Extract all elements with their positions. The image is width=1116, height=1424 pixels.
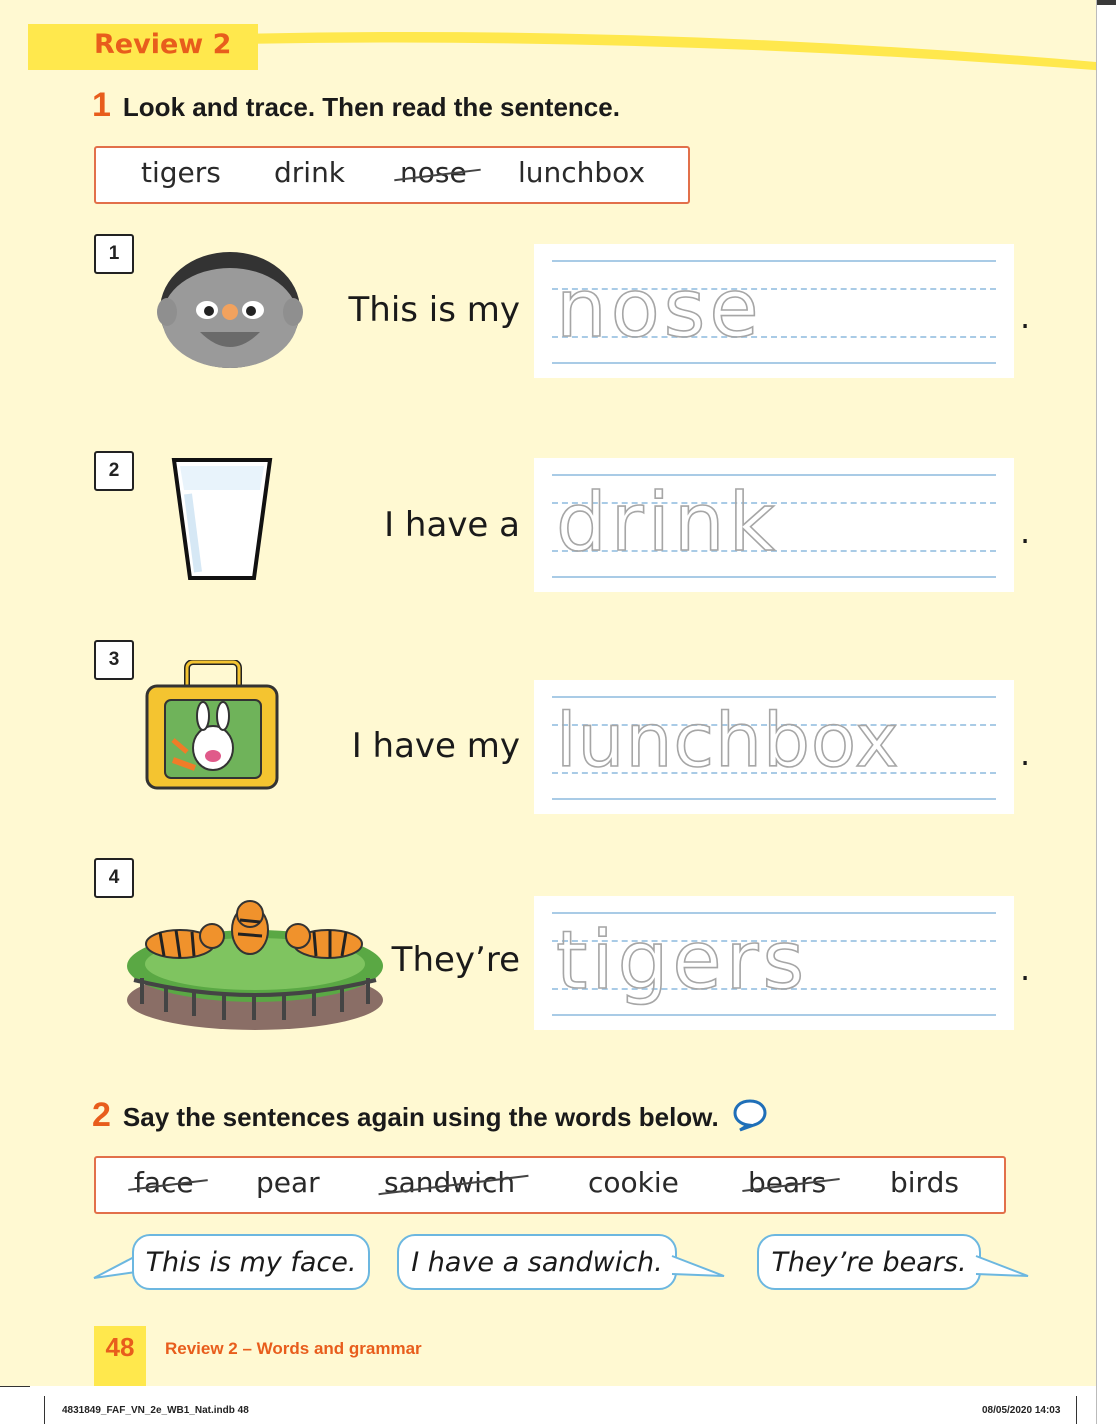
item-number-3: 3: [94, 640, 134, 680]
word-bank-item-struck: bears: [748, 1166, 827, 1199]
speech-bubble: I have a sandwich.: [397, 1234, 677, 1290]
item-number-2: 2: [94, 451, 134, 491]
sentence-period: .: [1020, 735, 1031, 773]
footer-title: Review 2 – Words and grammar: [165, 1339, 422, 1358]
item-number-4: 4: [94, 858, 134, 898]
page-edge: [1096, 0, 1097, 1424]
speaking-bubble-icon: [732, 1098, 768, 1132]
crop-mark: [0, 1386, 30, 1387]
word-bank-item-struck: face: [134, 1166, 194, 1199]
word-bank-item: cookie: [588, 1166, 679, 1199]
section1-number: 1: [92, 86, 111, 124]
section2-instruction: [92, 1096, 768, 1135]
trace-box: [534, 680, 1014, 814]
trace-box: [534, 458, 1014, 592]
word-bank-item: tigers: [141, 156, 221, 189]
trace-word: drink: [556, 476, 779, 569]
glass-illustration: [168, 454, 276, 582]
speech-bubble: This is my face.: [132, 1234, 370, 1290]
trace-box: [534, 244, 1014, 378]
crop-mark: [1076, 1396, 1077, 1424]
page-title: Review 2: [94, 29, 232, 60]
word-bank-item: drink: [274, 156, 346, 189]
slug-filename: 4831849_FAF_VN_2e_WB1_Nat.indb 48: [62, 1405, 249, 1416]
sentence-stem: I have a: [384, 505, 520, 545]
crop-mark: [44, 1396, 45, 1424]
slug-date: 08/05/2020 14:03: [982, 1405, 1061, 1416]
lunchbox-illustration: [143, 660, 281, 792]
word-bank-item: lunchbox: [518, 156, 646, 189]
word-bank-item-struck: sandwich: [384, 1166, 516, 1199]
trace-word: tigers: [556, 914, 809, 1007]
word-bank-item-struck: nose: [400, 156, 467, 189]
section2-word-box: [94, 1156, 1006, 1214]
sentence-period: .: [1020, 950, 1031, 988]
header-swoosh: [240, 30, 1096, 72]
trace-word: nose: [556, 262, 763, 355]
section1-text: Look and trace. Then read the sentence.: [122, 92, 620, 122]
bubble-tail: [670, 1252, 726, 1282]
word-bank-item: pear: [256, 1166, 320, 1199]
sentence-stem: This is my: [348, 290, 520, 330]
sentence-period: .: [1020, 298, 1031, 336]
bubble-tail: [974, 1252, 1030, 1282]
section1-instruction: [92, 86, 620, 125]
section2-text: Say the sentences again using the words below.: [122, 1102, 719, 1132]
section2-number: 2: [92, 1096, 111, 1134]
trace-word: lunchbox: [556, 698, 900, 784]
trace-box: [534, 896, 1014, 1030]
boy-face-illustration: [155, 240, 305, 370]
page-number: 48: [94, 1326, 146, 1386]
sentence-stem: They’re: [391, 940, 520, 980]
speech-bubble: They’re bears.: [757, 1234, 981, 1290]
section1-word-box: [94, 146, 690, 204]
item-number-1: 1: [94, 234, 134, 274]
sentence-period: .: [1020, 513, 1031, 551]
sentence-stem: I have my: [351, 726, 520, 766]
word-bank-item: birds: [890, 1166, 959, 1199]
